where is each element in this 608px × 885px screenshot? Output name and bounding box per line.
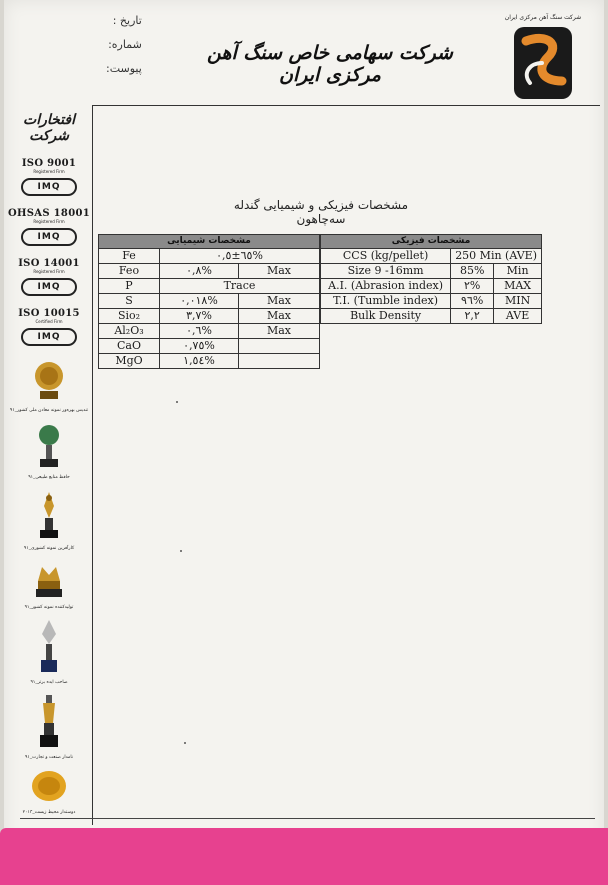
cert-name: OHSAS 18001 [8,208,90,219]
cert-name: ISO 10015 [18,308,80,319]
award-coin [8,768,90,815]
table-row [321,294,542,309]
award-caption: دوستدار محیط زیست_۲۰۱۳ [22,810,76,815]
limit-cell: MAX [494,279,542,294]
statue-trophy-icon [34,693,64,749]
value-cell: ٣,٧% [160,309,239,324]
attachment-label: پیوست: [106,62,142,75]
award-torch [8,618,90,685]
value-cell: ٠,٦% [160,324,239,339]
property-cell: A.I. (Abrasion index) [321,279,451,294]
cert-iso-9001 [8,158,90,196]
document-page [4,0,604,885]
element-cell: Sio₂ [99,309,160,324]
cert-reg: Registered Firm [33,269,65,274]
cert-reg: Certified Firm [35,319,63,324]
gold-coin-icon [29,768,69,804]
scan-speck [184,742,186,744]
imq-badge: IMQ [21,278,77,296]
award-crown [8,559,90,610]
company-name: شرکت سهامی خاص سنگ آهن مرکزی ایران [207,42,453,86]
property-cell: Size 9 -16mm [321,264,451,279]
honors-sidebar [8,112,90,823]
limit-cell: Max [239,264,320,279]
limit-cell: Max [239,294,320,309]
document-title: مشخصات فیزیکی و شیمیایی گندله سه‌چاهون [233,198,409,226]
table-row [321,249,542,264]
table-row [99,309,320,324]
table-row [99,324,320,339]
header-divider [92,105,600,106]
table-row [321,309,542,324]
value-cell: Trace [160,279,320,294]
sidebar-divider [92,105,93,825]
element-cell: Al₂O₃ [99,324,160,339]
chemical-header: مشخصات شیمیایی [99,235,320,249]
table-row [99,279,320,294]
logo-text: شرکت سنگ آهن مرکزی ایران [504,14,582,21]
footer-divider [20,818,595,819]
limit-cell [239,339,320,354]
value-cell: ٩٦% [451,294,494,309]
imq-badge: IMQ [21,228,77,246]
table-row [99,339,320,354]
value-cell: 250 Min (AVE) [451,249,542,264]
table-row [99,354,320,369]
table-row [99,249,320,264]
award-caption: تولیدکننده نمونه کشور_۹۱ [24,605,74,610]
cert-reg: Registered Firm [33,219,65,224]
logo-icon [508,23,578,103]
value-cell: ٢,٢ [451,309,494,324]
element-cell: P [99,279,160,294]
chemical-spec-table [98,234,320,369]
award-caption: کارآفرین نمونه کشوری_۹۱ [23,546,75,551]
value-cell: 85% [451,264,494,279]
globe-trophy-icon [34,421,64,469]
limit-cell: MIN [494,294,542,309]
value-cell: ٠,٠١٨% [160,294,239,309]
award-medal [8,358,90,413]
cert-iso-10015 [8,308,90,346]
gold-medal-icon [32,358,66,402]
element-cell: MgO [99,354,160,369]
torch-trophy-icon [34,618,64,674]
cert-ohsas-18001 [8,208,90,246]
value-cell: ٠,٧٥% [160,339,239,354]
number-label: شماره: [108,38,142,51]
award-caption: تندیس بهره‌ور نمونه‌ معادن ملی کشور_۹۱ [9,408,89,413]
limit-cell: AVE [494,309,542,324]
physical-header: مشخصات فیزیکی [321,235,542,249]
physical-spec-table [320,234,542,324]
cert-name: ISO 14001 [18,258,80,269]
table-row [99,294,320,309]
cert-reg: Registered Firm [33,169,65,174]
scan-speck [176,401,178,403]
element-cell: Fe [99,249,160,264]
table-header-row [321,235,542,249]
imq-badge: IMQ [21,178,77,196]
property-cell: CCS (kg/pellet) [321,249,451,264]
element-cell: CaO [99,339,160,354]
limit-cell [239,354,320,369]
table-row [321,264,542,279]
award-caption: نامدار صنعت و تجارت_۹۱ [24,755,74,760]
imq-badge: IMQ [21,328,77,346]
cert-iso-14001 [8,258,90,296]
value-cell: ٠,٨% [160,264,239,279]
figure-trophy-icon [34,488,64,540]
sidebar-title: افتخارات شرکت [23,112,75,144]
award-figure [8,488,90,551]
date-label: تاریخ : [112,14,142,27]
award-globe [8,421,90,480]
limit-cell: Max [239,309,320,324]
redaction-band [0,828,608,885]
element-cell: S [99,294,160,309]
value-cell: ٢% [451,279,494,294]
value-cell: ٦٥±٠,٥% [160,249,320,264]
award-statue [8,693,90,760]
crown-trophy-icon [32,559,66,599]
table-header-row [99,235,320,249]
value-cell: ١,٥٤% [160,354,239,369]
company-logo [503,14,583,106]
property-cell: Bulk Density [321,309,451,324]
table-row [99,264,320,279]
property-cell: T.I. (Tumble index) [321,294,451,309]
scan-speck [180,550,182,552]
limit-cell: Max [239,324,320,339]
table-row [321,279,542,294]
limit-cell: Min [494,264,542,279]
award-caption: حافظ منابع طبیعی_۹۱ [28,475,70,480]
header-meta [106,14,142,86]
element-cell: Feo [99,264,160,279]
award-caption: صاحب ایده برتر_۹۱ [30,680,68,685]
cert-name: ISO 9001 [21,158,77,169]
